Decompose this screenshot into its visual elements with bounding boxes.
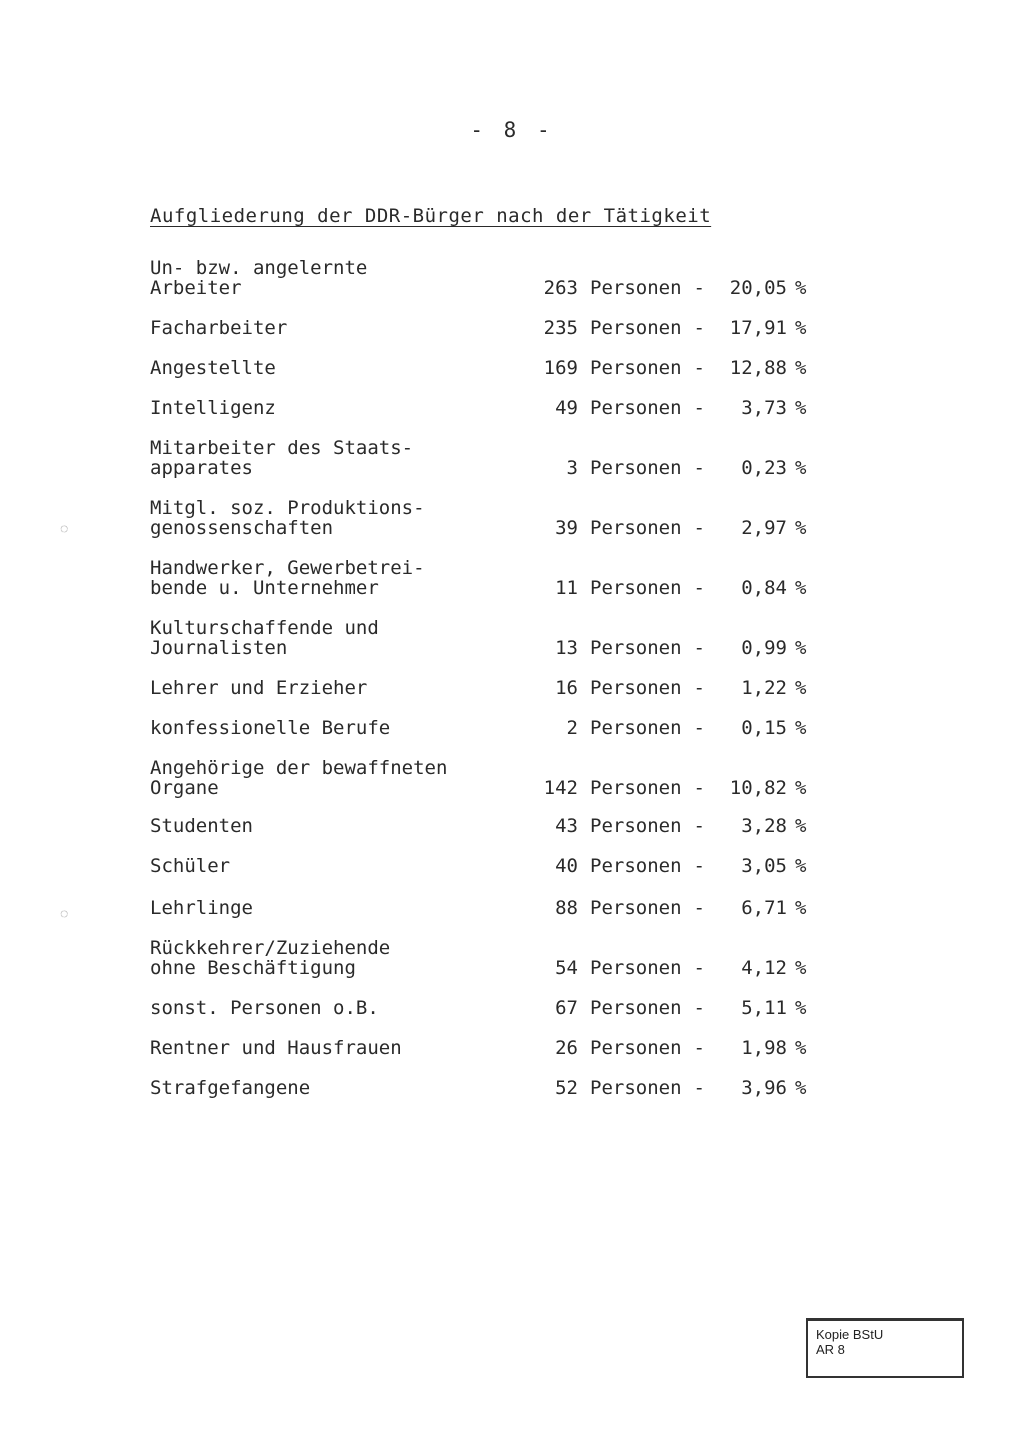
dash-separator: -: [693, 397, 705, 419]
percent-sign: %: [794, 855, 807, 877]
table-row: [150, 318, 850, 338]
scan-mark: ◌: [60, 905, 69, 921]
unit-label: Personen: [590, 997, 682, 1019]
unit-label: Personen: [590, 717, 682, 739]
unit-label: Personen: [590, 677, 682, 699]
percent-value: 20,05: [729, 277, 787, 299]
percent-sign: %: [794, 717, 807, 739]
row-values: [530, 638, 830, 658]
person-count: 3: [566, 457, 578, 479]
row-values: [530, 1078, 830, 1098]
occupation-label: Schüler: [150, 855, 231, 877]
percent-sign: %: [794, 1077, 807, 1099]
percent-value: 0,15: [741, 717, 787, 739]
dash-separator: -: [693, 637, 705, 659]
percent-sign: %: [794, 637, 807, 659]
percent-value: 6,71: [741, 897, 787, 919]
page-number: - 8 -: [470, 118, 554, 142]
table-row: [150, 816, 850, 836]
percent-sign: %: [794, 897, 807, 919]
occupation-label: Lehrlinge: [150, 897, 253, 919]
occupation-label: Un- bzw. angelernte Arbeiter: [150, 257, 368, 299]
person-count: 2: [566, 717, 578, 739]
row-values: [530, 958, 830, 978]
occupation-label: Kulturschaffende und Journalisten: [150, 617, 379, 659]
person-count: 169: [543, 357, 578, 379]
unit-label: Personen: [590, 1077, 682, 1099]
percent-value: 0,23: [741, 457, 787, 479]
percent-value: 2,97: [741, 517, 787, 539]
person-count: 16: [555, 677, 578, 699]
archive-stamp: [806, 1318, 964, 1378]
person-count: 49: [555, 397, 578, 419]
percent-value: 17,91: [729, 317, 787, 339]
occupation-label: Facharbeiter: [150, 317, 288, 339]
percent-sign: %: [794, 677, 807, 699]
unit-label: Personen: [590, 1037, 682, 1059]
row-values: [530, 856, 830, 876]
occupation-label: sonst. Personen o.B.: [150, 997, 379, 1019]
percent-value: 3,96: [741, 1077, 787, 1099]
row-values: [530, 318, 830, 338]
dash-separator: -: [693, 997, 705, 1019]
unit-label: Personen: [590, 457, 682, 479]
person-count: 235: [543, 317, 578, 339]
percent-value: 5,11: [741, 997, 787, 1019]
table-row: [150, 438, 850, 478]
percent-value: 0,84: [741, 577, 787, 599]
percent-sign: %: [794, 577, 807, 599]
dash-separator: -: [693, 957, 705, 979]
person-count: 142: [543, 777, 578, 799]
dash-separator: -: [693, 1037, 705, 1059]
unit-label: Personen: [590, 317, 682, 339]
table-row: [150, 1078, 850, 1098]
table-row: [150, 558, 850, 598]
person-count: 40: [555, 855, 578, 877]
person-count: 88: [555, 897, 578, 919]
row-values: [530, 718, 830, 738]
person-count: 52: [555, 1077, 578, 1099]
unit-label: Personen: [590, 637, 682, 659]
unit-label: Personen: [590, 897, 682, 919]
person-count: 54: [555, 957, 578, 979]
dash-separator: -: [693, 815, 705, 837]
dash-separator: -: [693, 717, 705, 739]
percent-value: 0,99: [741, 637, 787, 659]
row-values: [530, 278, 830, 298]
row-values: [530, 898, 830, 918]
row-values: [530, 998, 830, 1018]
percent-sign: %: [794, 997, 807, 1019]
stamp-line-1: Kopie BStU: [816, 1327, 884, 1342]
table-row: [150, 678, 850, 698]
occupation-label: Rückkehrer/Zuziehende ohne Beschäftigung: [150, 937, 391, 979]
dash-separator: -: [693, 457, 705, 479]
row-values: [530, 358, 830, 378]
unit-label: Personen: [590, 577, 682, 599]
percent-value: 4,12: [741, 957, 787, 979]
table-row: [150, 498, 850, 538]
dash-separator: -: [693, 777, 705, 799]
percent-sign: %: [794, 1037, 807, 1059]
table-row: [150, 758, 850, 798]
occupation-label: Handwerker, Gewerbetrei- bende u. Unternehmer: [150, 557, 425, 599]
occupation-label: konfessionelle Berufe: [150, 717, 391, 739]
dash-separator: -: [693, 317, 705, 339]
dash-separator: -: [693, 677, 705, 699]
person-count: 11: [555, 577, 578, 599]
percent-value: 3,73: [741, 397, 787, 419]
unit-label: Personen: [590, 777, 682, 799]
dash-separator: -: [693, 897, 705, 919]
stamp-line-2: AR 8: [816, 1342, 845, 1357]
dash-separator: -: [693, 577, 705, 599]
unit-label: Personen: [590, 957, 682, 979]
scan-mark: ◌: [60, 520, 69, 536]
occupation-label: Lehrer und Erzieher: [150, 677, 368, 699]
occupation-label: Intelligenz: [150, 397, 276, 419]
person-count: 26: [555, 1037, 578, 1059]
percent-value: 1,98: [741, 1037, 787, 1059]
percent-sign: %: [794, 317, 807, 339]
table-row: [150, 1038, 850, 1058]
percent-value: 12,88: [729, 357, 787, 379]
percent-value: 3,28: [741, 815, 787, 837]
unit-label: Personen: [590, 517, 682, 539]
percent-sign: %: [794, 777, 807, 799]
occupation-label: Angestellte: [150, 357, 276, 379]
person-count: 43: [555, 815, 578, 837]
percent-sign: %: [794, 957, 807, 979]
dash-separator: -: [693, 855, 705, 877]
occupation-label: Rentner und Hausfrauen: [150, 1037, 402, 1059]
table-row: [150, 618, 850, 658]
table-row: [150, 398, 850, 418]
percent-sign: %: [794, 357, 807, 379]
percent-value: 1,22: [741, 677, 787, 699]
table-row: [150, 358, 850, 378]
person-count: 263: [543, 277, 578, 299]
table-row: [150, 856, 850, 876]
occupation-label: Strafgefangene: [150, 1077, 311, 1099]
occupation-label: Mitarbeiter des Staats- apparates: [150, 437, 414, 479]
dash-separator: -: [693, 517, 705, 539]
table-row: [150, 718, 850, 738]
row-values: [530, 398, 830, 418]
percent-value: 3,05: [741, 855, 787, 877]
unit-label: Personen: [590, 397, 682, 419]
dash-separator: -: [693, 1077, 705, 1099]
dash-separator: -: [693, 357, 705, 379]
percent-sign: %: [794, 397, 807, 419]
occupation-label: Angehörige der bewaffneten Organe: [150, 757, 448, 799]
table-row: [150, 998, 850, 1018]
percent-value: 10,82: [729, 777, 787, 799]
row-values: [530, 458, 830, 478]
table-row: [150, 258, 850, 298]
percent-sign: %: [794, 517, 807, 539]
dash-separator: -: [693, 277, 705, 299]
occupation-label: Mitgl. soz. Produktions- genossenschaften: [150, 497, 425, 539]
row-values: [530, 578, 830, 598]
person-count: 39: [555, 517, 578, 539]
person-count: 67: [555, 997, 578, 1019]
row-values: [530, 778, 830, 798]
table-row: [150, 938, 850, 978]
row-values: [530, 518, 830, 538]
row-values: [530, 1038, 830, 1058]
row-values: [530, 816, 830, 836]
unit-label: Personen: [590, 357, 682, 379]
percent-sign: %: [794, 457, 807, 479]
percent-sign: %: [794, 277, 807, 299]
percent-sign: %: [794, 815, 807, 837]
unit-label: Personen: [590, 855, 682, 877]
row-values: [530, 678, 830, 698]
unit-label: Personen: [590, 277, 682, 299]
unit-label: Personen: [590, 815, 682, 837]
person-count: 13: [555, 637, 578, 659]
occupation-label: Studenten: [150, 815, 253, 837]
document-heading: Aufgliederung der DDR-Bürger nach der Tätigkeit: [150, 205, 712, 227]
table-row: [150, 898, 850, 918]
